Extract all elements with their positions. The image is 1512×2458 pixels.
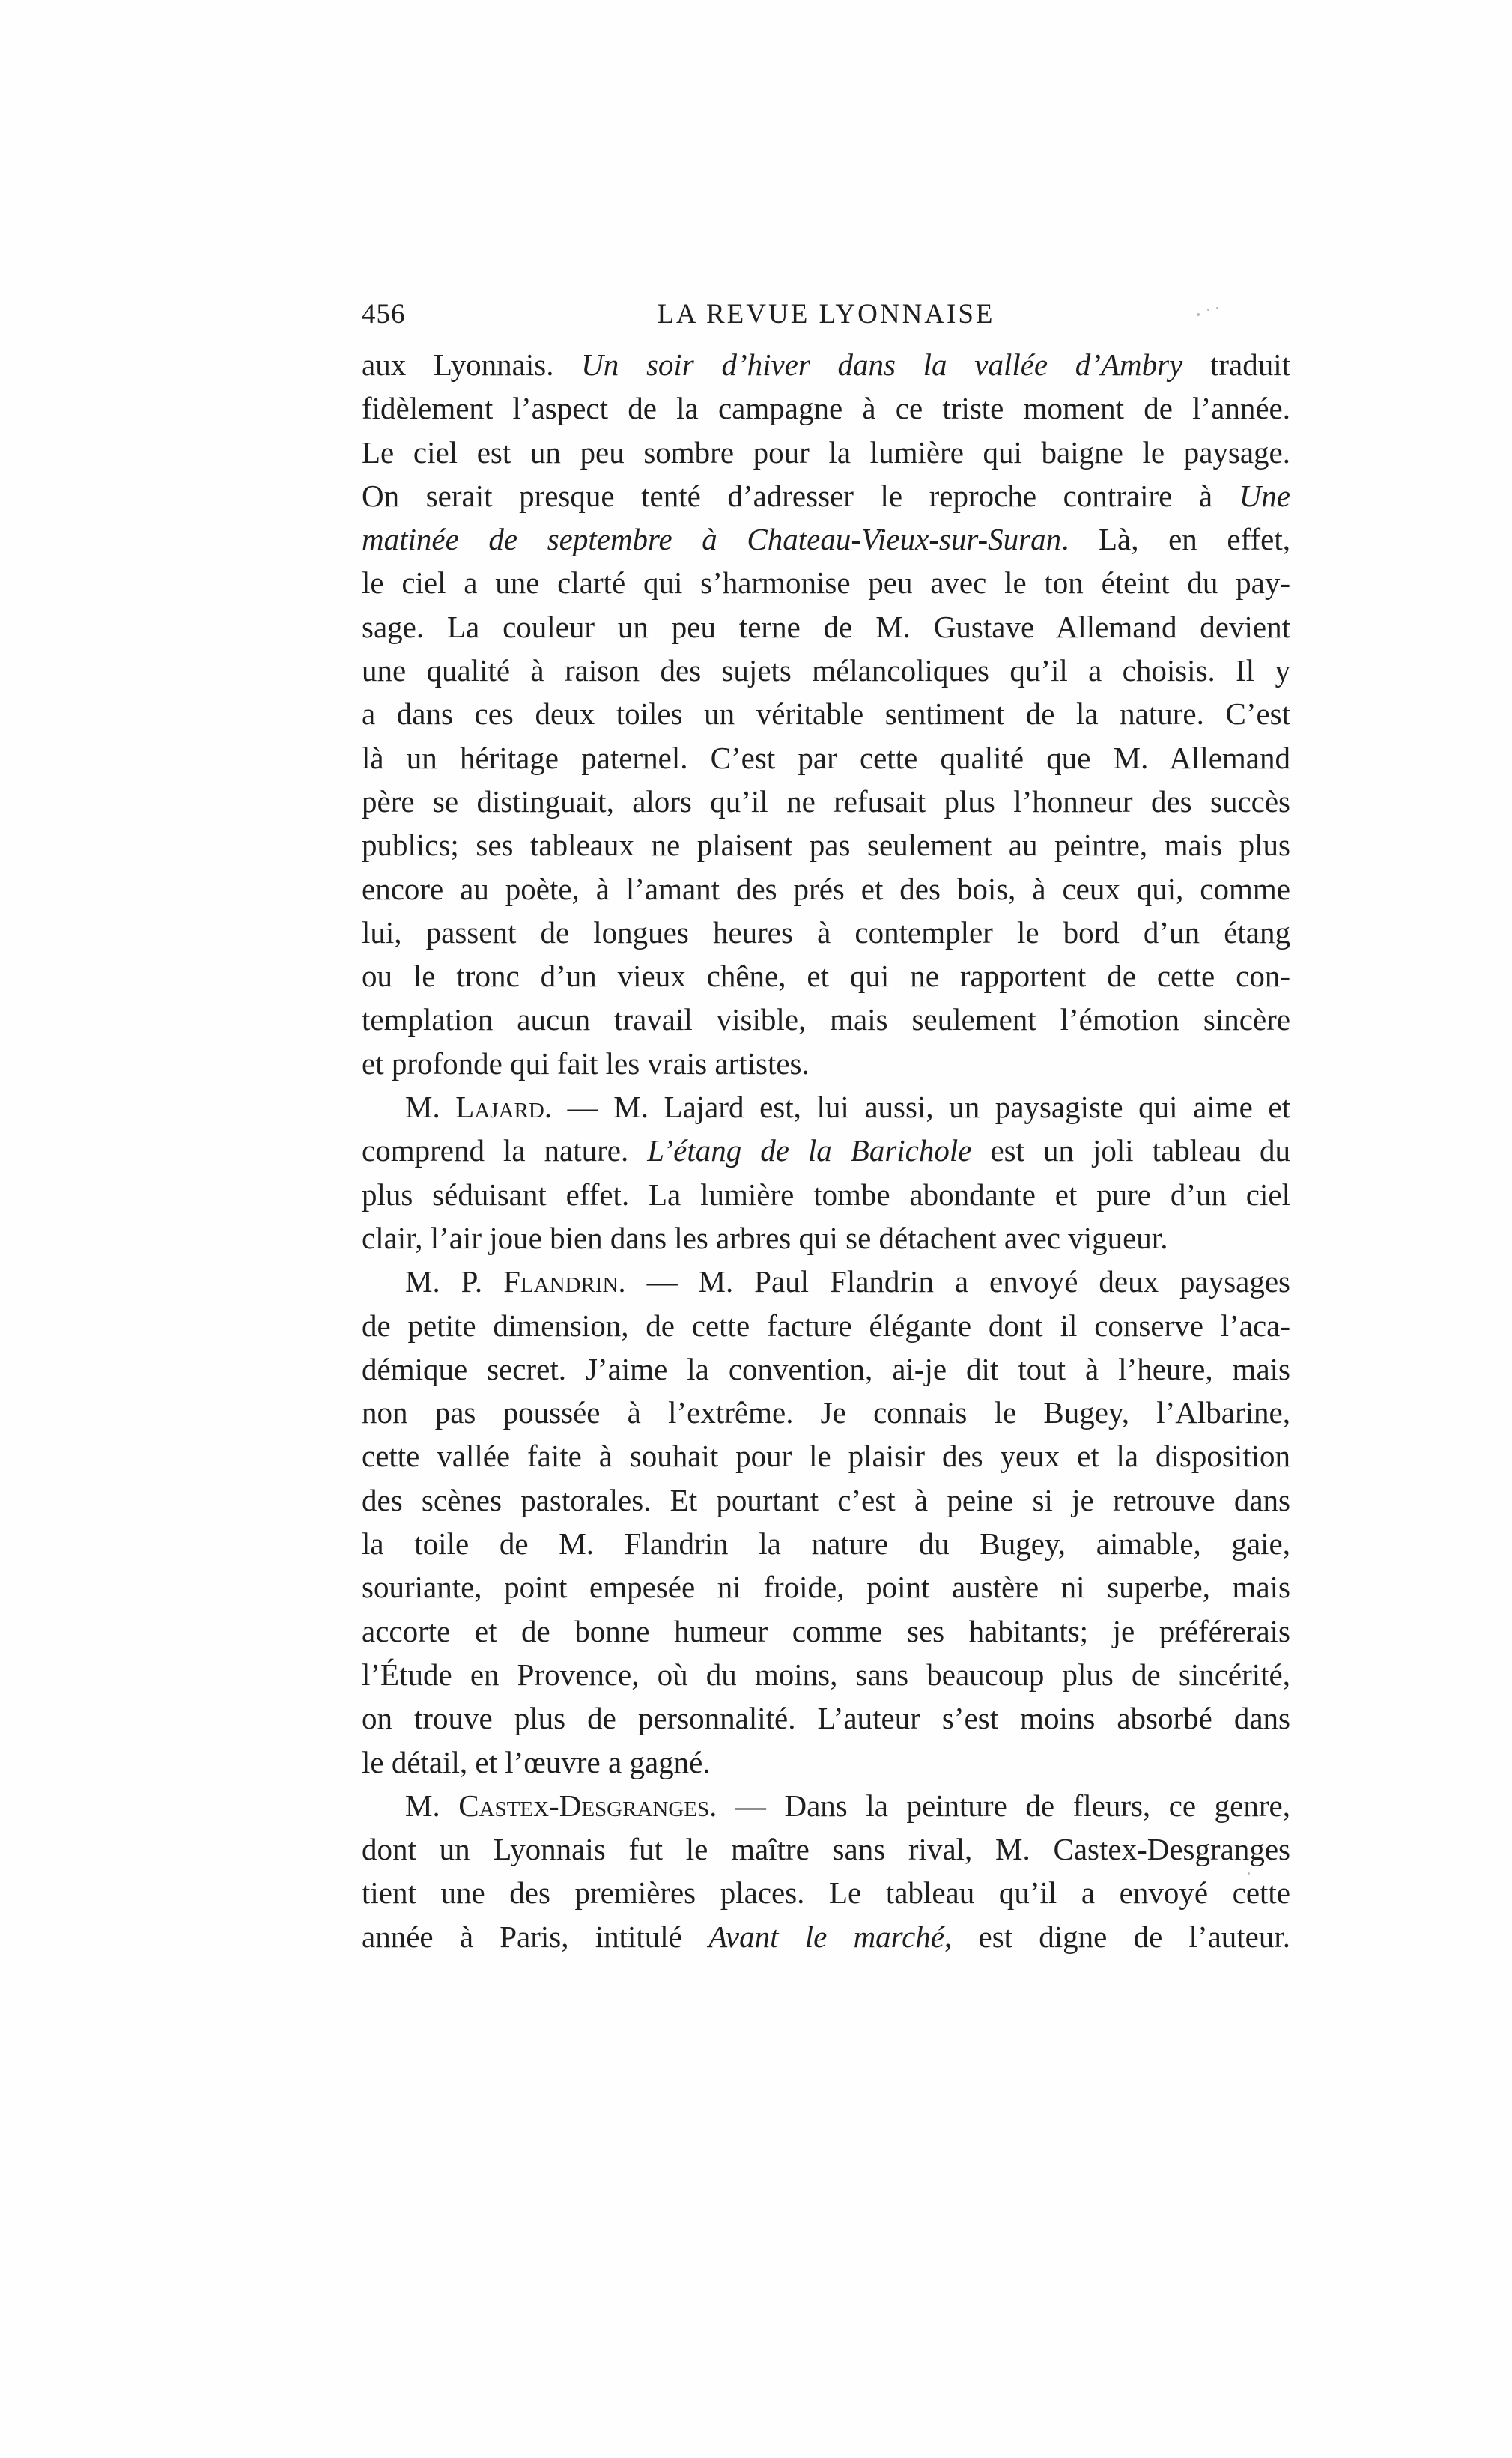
- text-segment: M.: [405, 1090, 456, 1125]
- text-segment: une qualité à raison des sujets mélancoliques qu’il a choisis. Il y: [362, 653, 1290, 688]
- text-segment: cette vallée faite à souhait pour le plaisir des yeux et la disposition: [362, 1439, 1290, 1474]
- text-segment: M.: [405, 1788, 459, 1823]
- text-line: [362, 1173, 1290, 1216]
- text-segment: année à Paris, intitulé: [362, 1919, 709, 1954]
- text-segment: non pas poussée à l’extrême. Je connais le Bugey, l’Albarine,: [362, 1395, 1290, 1430]
- text-line: [362, 1304, 1290, 1347]
- text-segment: aux Lyonnais.: [362, 348, 582, 382]
- text-segment: le ciel a une clarté qui s’harmonise peu avec le ton éteint du pay-: [362, 565, 1290, 601]
- text-segment: tient une des premières places. Le tableau qu’il a envoyé cette: [362, 1875, 1290, 1911]
- text-segment: est un joli tableau du: [971, 1133, 1291, 1168]
- text-segment: des scènes pastorales. Et pourtant c’est à peine si je retrouve dans: [362, 1482, 1290, 1517]
- text-line: [362, 1478, 1290, 1522]
- text-line: [362, 649, 1290, 692]
- text-segment: encore au poète, à l’amant des prés et des bois, à ceux qui, comme: [362, 871, 1290, 906]
- text-segment: plus séduisant effet. La lumière tombe abondante et pure d’un ciel: [362, 1177, 1290, 1212]
- text-segment: On serait presque tenté d’adresser le reproche contraire à: [362, 478, 1239, 513]
- text-segment: la toile de M. Flandrin la nature du Bugey, aimable, gaie,: [362, 1526, 1290, 1562]
- text-segment: on trouve plus de personnalité. L’auteur s’est moins absorbé dans: [362, 1701, 1290, 1736]
- text-segment: le détail, et l’œuvre a gagné.: [362, 1744, 711, 1779]
- text-segment: templation aucun travail visible, mais seulement l’émotion sincère: [362, 1002, 1290, 1037]
- text-line: [362, 998, 1290, 1041]
- scan-speck: [1248, 1872, 1250, 1875]
- text-line: [362, 1696, 1290, 1740]
- text-line: [362, 605, 1290, 649]
- scan-speck: [1197, 313, 1200, 316]
- text-segment: Le ciel est un peu sombre pour la lumière qui baigne le paysage.: [362, 434, 1290, 470]
- text-line: [362, 1129, 1290, 1172]
- text-line: [362, 867, 1290, 911]
- text-segment: l’Étude en Provence, où du moins, sans beaucoup plus de sincérité,: [362, 1657, 1290, 1692]
- text-line: [362, 1042, 1290, 1085]
- text-segment: accorte et de bonne humeur comme ses habitants; je préférerais: [362, 1613, 1290, 1648]
- text-segment: père se distinguait, alors qu’il ne refusait plus l’honneur des succès: [362, 783, 1290, 819]
- text-segment: , est digne de l’auteur.: [944, 1919, 1291, 1954]
- text-line: [362, 1434, 1290, 1478]
- text-line: [362, 1915, 1290, 1958]
- text-segment: . — M. Lajard est, lui aussi, un paysagiste qui aime et: [544, 1090, 1290, 1125]
- italic-title: Un soir d’hiver dans la vallée d’Ambry: [581, 348, 1183, 382]
- italic-title: matinée de septembre à Chateau-Vieux-sur-Suran: [362, 522, 1062, 557]
- text-line: [362, 1609, 1290, 1653]
- text-segment: démique secret. J’aime la convention, ai-je dit tout à l’heure, mais: [362, 1351, 1290, 1386]
- text-segment: traduit: [1182, 348, 1290, 382]
- text-line: [362, 1741, 1290, 1784]
- text-segment: dont un Lyonnais fut le maître sans rival, M. Castex-Desgranges: [362, 1832, 1290, 1867]
- text-segment: M. P.: [405, 1264, 504, 1299]
- text-segment: clair, l’air joue bien dans les arbres qui se détachent avec vigueur.: [362, 1220, 1168, 1255]
- text-line: [362, 1216, 1290, 1260]
- text-line: [362, 474, 1290, 518]
- text-line: [362, 823, 1290, 867]
- text-line: [362, 954, 1290, 998]
- text-line: [362, 692, 1290, 735]
- text-segment: comprend la nature.: [362, 1133, 648, 1168]
- text-segment: publics; ses tableaux ne plaisent pas seulement au peintre, mais plus: [362, 828, 1290, 863]
- text-segment: fidèlement l’aspect de la campagne à ce triste moment de l’année.: [362, 391, 1290, 426]
- text-segment: . — Dans la peinture de fleurs, ce genre,: [709, 1788, 1290, 1823]
- text-segment: . Là, en effet,: [1061, 522, 1291, 557]
- text-line: [362, 1522, 1290, 1565]
- text-line: [362, 1565, 1290, 1609]
- artist-name: Flandrin: [503, 1264, 619, 1299]
- artist-name: Lajard: [455, 1090, 544, 1125]
- text-line: [362, 518, 1290, 561]
- text-line: [362, 386, 1290, 430]
- text-line: [362, 1260, 1290, 1303]
- text-line: [362, 1827, 1290, 1871]
- scan-speck: [1207, 309, 1209, 311]
- text-line: [362, 911, 1290, 954]
- running-title: LA REVUE LYONNAISE: [657, 299, 995, 330]
- text-line: [362, 1347, 1290, 1391]
- text-line: [362, 780, 1290, 823]
- page-number: 456: [362, 299, 406, 330]
- text-segment: a dans ces deux toiles un véritable sentiment de la nature. C’est: [362, 697, 1290, 732]
- text-line: [362, 1653, 1290, 1696]
- text-segment: de petite dimension, de cette facture élégante dont il conserve l’aca-: [362, 1308, 1290, 1343]
- italic-title: Avant le marché: [708, 1919, 945, 1954]
- text-line: [362, 1391, 1290, 1434]
- text-segment: . — M. Paul Flandrin a envoyé deux paysages: [618, 1264, 1291, 1299]
- text-line: [362, 343, 1290, 386]
- text-segment: sage. La couleur un peu terne de M. Gustave Allemand devient: [362, 609, 1290, 644]
- body-text: [362, 343, 1290, 1958]
- italic-title: L’étang de la Barichole: [647, 1133, 972, 1168]
- running-header: [362, 298, 1290, 336]
- text-line: [362, 736, 1290, 780]
- text-line: [362, 1085, 1290, 1129]
- italic-title: Une: [1239, 478, 1290, 513]
- scan-speck: [1216, 307, 1218, 309]
- text-segment: ou le tronc d’un vieux chêne, et qui ne rapportent de cette con-: [362, 959, 1290, 994]
- artist-name: Castex-Desgranges: [458, 1788, 710, 1823]
- text-segment: souriante, point empesée ni froide, point austère ni superbe, mais: [362, 1570, 1290, 1605]
- text-line: [362, 1784, 1290, 1827]
- text-segment: là un héritage paternel. C’est par cette qualité que M. Allemand: [362, 740, 1290, 775]
- text-line: [362, 431, 1290, 474]
- text-line: [362, 1871, 1290, 1914]
- text-line: [362, 561, 1290, 604]
- text-segment: lui, passent de longues heures à contempler le bord d’un étang: [362, 914, 1290, 950]
- text-segment: et profonde qui fait les vrais artistes.: [362, 1046, 810, 1081]
